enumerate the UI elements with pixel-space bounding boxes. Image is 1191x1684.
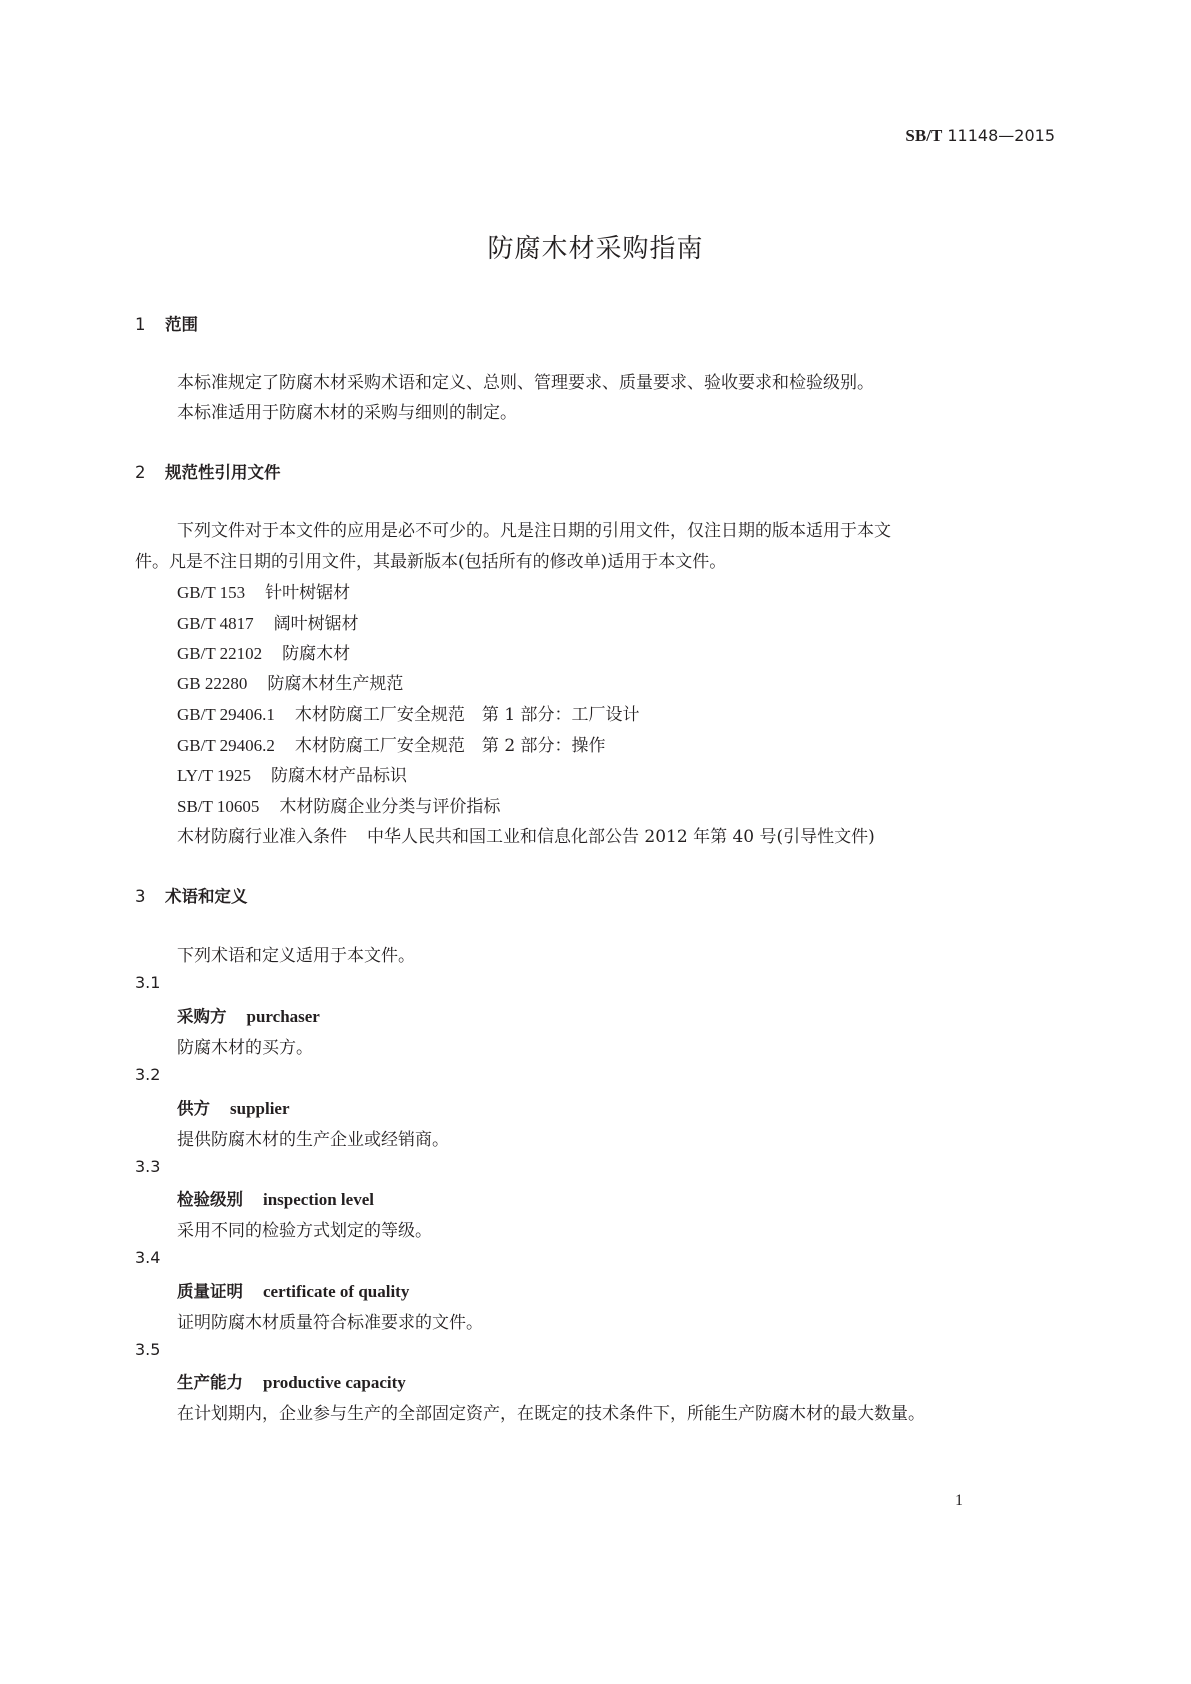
section-number: 3	[135, 887, 146, 906]
reference-item	[177, 669, 403, 694]
term-definition: 采用不同的检验方式划定的等级。	[177, 1221, 432, 1241]
term-en: productive capacity	[263, 1373, 406, 1392]
reference-item	[177, 700, 640, 725]
reference-title: 防腐木材	[282, 644, 351, 664]
term-zh: 检验级别	[177, 1190, 243, 1209]
section-number: 2	[135, 463, 146, 482]
section-title: 规范性引用文件	[165, 463, 281, 482]
paragraph: 本标准规定了防腐木材采购术语和定义、总则、管理要求、质量要求、验收要求和检验级别。	[177, 373, 874, 393]
reference-code: GB/T 29406.1	[177, 705, 275, 724]
reference-code: GB/T 22102	[177, 644, 263, 663]
reference-code: GB 22280	[177, 674, 248, 693]
reference-item	[177, 792, 500, 817]
term-number: 3.2	[135, 1065, 161, 1084]
reference-title: 针叶树锯材	[265, 583, 351, 603]
reference-item	[177, 609, 359, 634]
section-2-heading	[135, 459, 281, 483]
reference-code: SB/T 10605	[177, 797, 260, 816]
reference-title: 木材防腐工厂安全规范 第 1 部分：工厂设计	[294, 705, 640, 725]
term-zh: 供方	[177, 1099, 210, 1118]
term-definition: 提供防腐木材的生产企业或经销商。	[177, 1130, 449, 1150]
document-title: 防腐木材采购指南	[487, 234, 704, 264]
term-en: supplier	[230, 1099, 290, 1118]
paragraph: 下列术语和定义适用于本文件。	[177, 946, 415, 966]
reference-code: 木材防腐行业准入条件	[177, 827, 347, 847]
page-number: 1	[955, 1492, 963, 1509]
term-definition: 证明防腐木材质量符合标准要求的文件。	[177, 1313, 483, 1333]
paragraph: 件。凡是不注日期的引用文件，其最新版本(包括所有的修改单)适用于本文件。	[135, 552, 727, 572]
reference-title: 防腐木材生产规范	[267, 674, 404, 694]
term-heading	[177, 1186, 374, 1210]
reference-code: GB/T 29406.2	[177, 736, 275, 755]
reference-item	[177, 731, 606, 756]
term-en: certificate of quality	[263, 1282, 410, 1301]
reference-title: 中华人民共和国工业和信息化部公告 2012 年第 40 号(引导性文件)	[367, 827, 875, 847]
section-title: 术语和定义	[165, 887, 248, 906]
reference-title: 木材防腐企业分类与评价指标	[279, 797, 501, 817]
reference-code: GB/T 4817	[177, 614, 254, 633]
reference-title: 阔叶树锯材	[273, 614, 359, 634]
standard-code-prefix: SB/T	[905, 126, 943, 145]
reference-title: 防腐木材产品标识	[271, 766, 408, 786]
term-heading	[177, 1003, 320, 1027]
term-number: 3.4	[135, 1248, 161, 1267]
term-definition: 防腐木材的买方。	[177, 1038, 313, 1058]
reference-item	[177, 578, 350, 603]
section-number: 1	[135, 315, 146, 334]
reference-code: LY/T 1925	[177, 766, 252, 785]
term-definition: 在计划期内，企业参与生产的全部固定资产，在既定的技术条件下，所能生产防腐木材的最大数量。	[177, 1404, 925, 1424]
standard-code	[905, 126, 1055, 146]
term-heading	[177, 1278, 409, 1302]
term-zh: 采购方	[177, 1007, 227, 1026]
term-number: 3.3	[135, 1157, 161, 1176]
term-heading	[177, 1095, 290, 1119]
paragraph: 本标准适用于防腐木材的采购与细则的制定。	[177, 403, 517, 423]
reference-title: 木材防腐工厂安全规范 第 2 部分：操作	[294, 736, 606, 756]
reference-item	[177, 639, 350, 664]
section-3-heading	[135, 883, 248, 907]
standard-code-number: 11148—2015	[947, 126, 1055, 145]
section-title: 范围	[165, 315, 198, 334]
term-heading	[177, 1369, 406, 1393]
section-1-heading	[135, 311, 198, 335]
term-zh: 生产能力	[177, 1373, 243, 1392]
reference-code: GB/T 153	[177, 583, 246, 602]
reference-item	[177, 822, 875, 847]
paragraph: 下列文件对于本文件的应用是必不可少的。凡是注日期的引用文件，仅注日期的版本适用于本文	[177, 521, 891, 541]
term-en: inspection level	[263, 1190, 374, 1209]
term-number: 3.1	[135, 973, 161, 992]
term-en: purchaser	[246, 1007, 320, 1026]
term-zh: 质量证明	[177, 1282, 243, 1301]
reference-item	[177, 761, 407, 786]
term-number: 3.5	[135, 1340, 161, 1359]
